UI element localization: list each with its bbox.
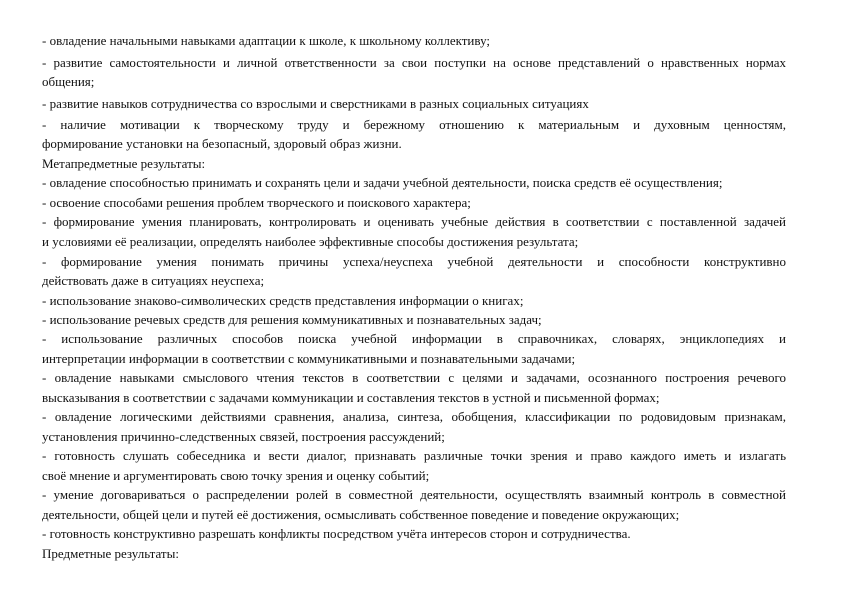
- text-line: формирование установки на безопасный, здоровый образ жизни.: [42, 136, 402, 151]
- text-line: - наличие мотивации к творческому труду и бережному отношению к материальным и духовным ценностям,: [42, 117, 786, 132]
- text-line: - овладение способностью принимать и сохранять цели и задачи учебной деятельности, поиска средств её осуществления;: [42, 175, 723, 190]
- text-line: - использование знаково-символических средств представления информации о книгах;: [42, 293, 524, 308]
- text-line: действовать даже в ситуациях неуспеха;: [42, 273, 265, 288]
- text-line: высказывания в соответствии с задачами коммуникации и составления текстов в устной и письменной формах;: [42, 390, 660, 405]
- text-line: - готовность слушать собеседника и вести диалог, признавать различные точки зрения и право каждого иметь и излагать: [42, 448, 786, 463]
- text-line: деятельности, общей цели и путей её достижения, осмысливать собственное поведение и поведение окружающих;: [42, 507, 680, 522]
- text-line: - овладение начальными навыками адаптации к школе, к школьному коллективу;: [42, 33, 491, 48]
- section-heading: Метапредметные результаты:: [42, 156, 206, 171]
- text-line: - умение договариваться о распределении ролей в совместной деятельности, осуществлять взаимный контроль в совместной: [42, 487, 786, 502]
- text-line: - формирование умения понимать причины успеха/неуспеха учебной деятельности и способности конструктивно: [42, 254, 786, 269]
- text-line: установления причинно-следственных связей, построения рассуждений;: [42, 429, 445, 444]
- text-line: - готовность конструктивно разрешать конфликты посредством учёта интересов сторон и сотрудничества.: [42, 526, 631, 541]
- text-line: - формирование умения планировать, контролировать и оценивать учебные действия в соответствии с поставленной задачей: [42, 214, 786, 229]
- text-line: интерпретации информации в соответствии с коммуникативными и познавательными задачами;: [42, 351, 576, 366]
- text-line: - использование различных способов поиска учебной информации в справочниках, словарях, энциклопедиях и: [42, 331, 786, 346]
- text-line: - овладение навыками смыслового чтения текстов в соответствии с целями и задачами, осознанного построения речевого: [42, 370, 786, 385]
- text-line: - овладение логическими действиями сравнения, анализа, синтеза, обобщения, классификации по родовидовым признакам,: [42, 409, 786, 424]
- text-line: общения;: [42, 74, 95, 89]
- text-line: - использование речевых средств для решения коммуникативных и познавательных задач;: [42, 312, 542, 327]
- text-line: - развитие навыков сотрудничества со взрослыми и сверстниками в разных социальных ситуациях: [42, 96, 589, 111]
- section-heading: Предметные результаты:: [42, 546, 179, 561]
- text-line: своё мнение и аргументировать свою точку зрения и оценку событий;: [42, 468, 430, 483]
- text-line: - освоение способами решения проблем творческого и поискового характера;: [42, 195, 471, 210]
- text-line: - развитие самостоятельности и личной ответственности за свои поступки на основе представлений о нравственных нормах: [42, 55, 786, 70]
- text-line: и условиями её реализации, определять наиболее эффективные способы достижения результата;: [42, 234, 579, 249]
